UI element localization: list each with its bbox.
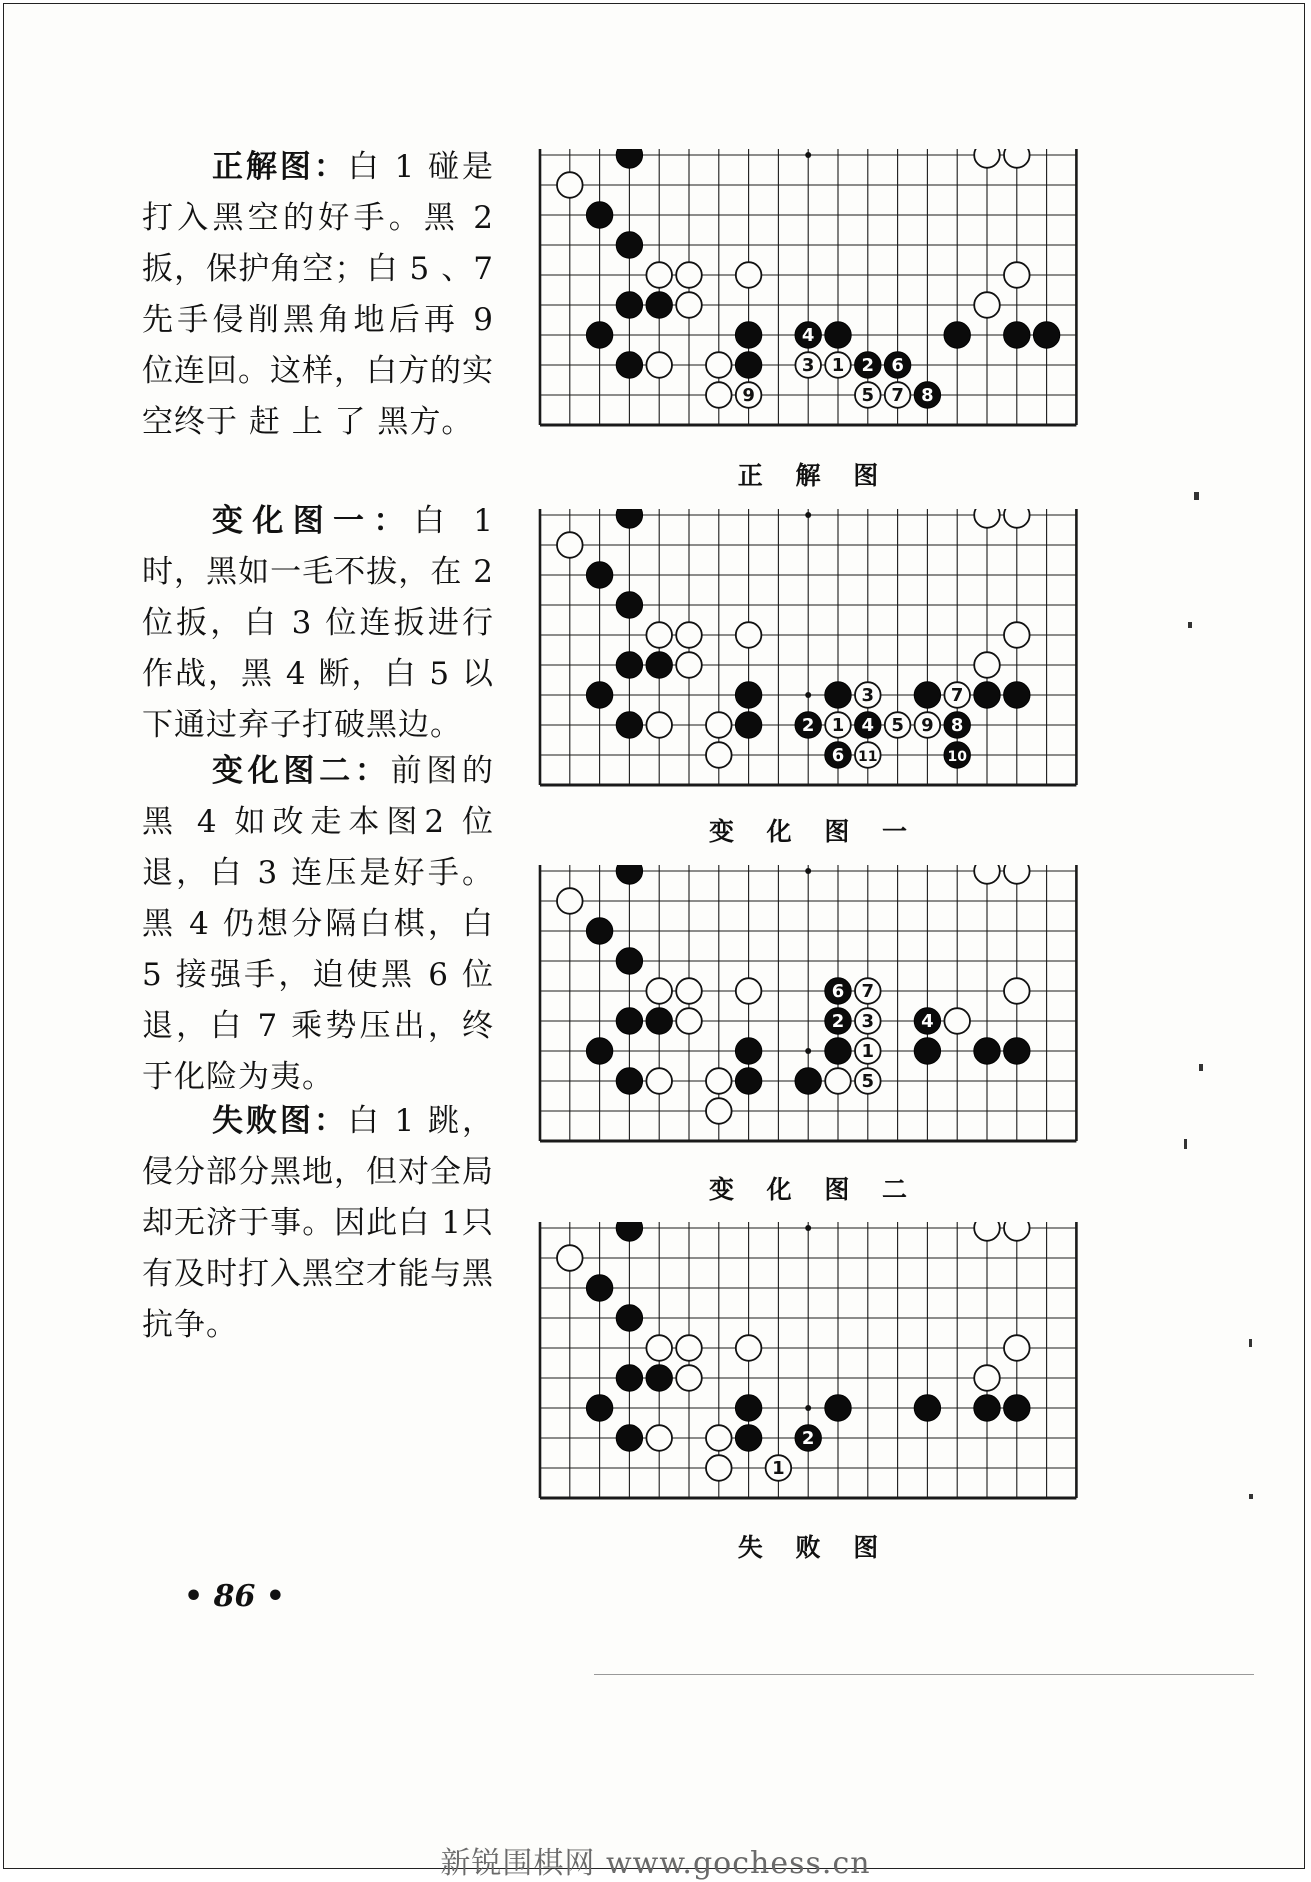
black-stone-move-6 (884, 352, 910, 378)
go-diagram-variation-two (534, 865, 1094, 1165)
paragraph-body: 白 1 碰是打入黑空的好手。黑 2 扳，保护角空；白 5 、7先手侵削黑角地后再 9 位连回。这样，白方的实空终于 赶 上 了 黑方。 (142, 149, 494, 440)
white-stone (676, 292, 702, 318)
black-stone (735, 352, 761, 378)
black-stone (646, 1365, 672, 1391)
scan-speck (1188, 622, 1192, 628)
move-number: 2 (801, 715, 815, 736)
black-stone (825, 322, 851, 348)
white-stone (646, 1425, 672, 1451)
black-stone (914, 1395, 940, 1421)
move-number: 2 (861, 355, 875, 376)
white-stone (736, 1335, 762, 1361)
white-stone-move-1 (825, 712, 851, 738)
black-stone (646, 1008, 672, 1034)
go-diagram-variation-one (534, 509, 1094, 809)
board-grid (540, 865, 1076, 1141)
white-stone (1004, 622, 1030, 648)
white-stone (974, 1365, 1000, 1391)
move-number: 9 (921, 715, 934, 736)
white-stone-move-9 (736, 382, 762, 408)
move-number: 4 (861, 715, 875, 736)
black-stone (616, 1425, 642, 1451)
black-stone-move-8 (944, 712, 970, 738)
paragraph-variation-two (142, 746, 494, 1103)
white-stone-move-9 (915, 712, 941, 738)
black-stone (586, 202, 612, 228)
move-number: 2 (801, 1428, 815, 1449)
black-stone-move-6 (825, 978, 851, 1004)
white-stone (646, 352, 672, 378)
move-number: 7 (950, 685, 964, 706)
black-stone (586, 918, 612, 944)
black-stone-move-2 (795, 712, 821, 738)
star-point (805, 1048, 811, 1054)
star-point (805, 1225, 811, 1231)
white-stone (974, 865, 1000, 884)
white-stone (676, 1335, 702, 1361)
move-number: 8 (950, 715, 964, 736)
white-stone (706, 1425, 732, 1451)
move-number: 5 (861, 1071, 875, 1092)
diagram-caption: 正 解 图 (737, 461, 891, 490)
white-stone (646, 1068, 672, 1094)
white-stone (974, 292, 1000, 318)
black-stone (616, 592, 642, 618)
white-stone (706, 742, 732, 768)
white-stone (646, 1335, 672, 1361)
move-number: 1 (861, 1041, 875, 1062)
scan-line (594, 1674, 1254, 1675)
move-number: 4 (801, 325, 815, 346)
board-grid (540, 1222, 1076, 1498)
white-stone (736, 978, 762, 1004)
black-stone (735, 712, 761, 738)
paragraph-variation-one (142, 496, 494, 751)
move-number: 4 (921, 1011, 934, 1032)
white-stone (1004, 509, 1030, 528)
black-stone-move-2 (825, 1008, 851, 1034)
star-point (805, 692, 811, 698)
black-stone (616, 1008, 642, 1034)
black-stone-move-2 (795, 1425, 821, 1451)
black-stone (825, 1038, 851, 1064)
move-number: 11 (858, 749, 878, 765)
white-stone (676, 652, 702, 678)
black-stone (795, 1068, 821, 1094)
white-stone (706, 382, 732, 408)
go-diagram-failure (534, 1222, 1094, 1522)
white-stone-move-5 (855, 1068, 881, 1094)
move-number: 7 (861, 981, 875, 1002)
black-stone (944, 322, 970, 348)
white-stone (557, 532, 583, 558)
paragraph-body: 白 1 跳，侵分部分黑地，但对全局却无济于事。因此白 1只有及时打入黑空才能与黑抗争。 (142, 1103, 494, 1343)
move-number: 3 (861, 685, 875, 706)
white-stone-move-1 (825, 352, 851, 378)
black-stone (735, 1038, 761, 1064)
white-stone (1004, 978, 1030, 1004)
scan-speck (1249, 1494, 1253, 1499)
white-stone (676, 262, 702, 288)
black-stone (616, 948, 642, 974)
black-stone (1004, 1038, 1030, 1064)
black-stone (735, 1395, 761, 1421)
black-stone (586, 682, 612, 708)
black-stone (616, 652, 642, 678)
white-stone (974, 1222, 1000, 1241)
black-stone (1004, 322, 1030, 348)
move-number: 3 (861, 1011, 875, 1032)
black-stone (735, 1068, 761, 1094)
black-stone-move-6 (825, 742, 851, 768)
move-number: 1 (831, 355, 845, 376)
white-stone-move-7 (885, 382, 911, 408)
black-stone (825, 682, 851, 708)
black-stone-move-4 (914, 1008, 940, 1034)
paragraph-correct-solution (142, 142, 494, 448)
white-stone (557, 172, 583, 198)
black-stone-move-4 (855, 712, 881, 738)
white-stone (974, 149, 1000, 168)
black-stone (914, 1038, 940, 1064)
white-stone (736, 622, 762, 648)
go-diagram-correct-solution (534, 149, 1094, 449)
white-stone (944, 1008, 970, 1034)
black-stone (616, 1222, 642, 1241)
white-stone-move-7 (944, 682, 970, 708)
black-stone (974, 682, 1000, 708)
white-stone (676, 1365, 702, 1391)
move-number: 5 (861, 385, 875, 406)
white-stone (736, 262, 762, 288)
book-page (3, 3, 1305, 1869)
white-stone (646, 978, 672, 1004)
white-stone (1004, 262, 1030, 288)
white-stone (706, 1455, 732, 1481)
paragraph-title: 变化图二： (212, 753, 391, 789)
white-stone-move-5 (855, 382, 881, 408)
move-number: 6 (891, 355, 904, 376)
white-stone-move-1 (855, 1038, 881, 1064)
black-stone (735, 1425, 761, 1451)
black-stone (914, 682, 940, 708)
move-number: 7 (891, 385, 904, 406)
black-stone (1033, 322, 1059, 348)
white-stone (1004, 1335, 1030, 1361)
white-stone-move-1 (766, 1455, 792, 1481)
black-stone (616, 149, 642, 168)
white-stone-move-3 (855, 1008, 881, 1034)
board-grid (540, 149, 1076, 425)
move-number: 3 (801, 355, 815, 376)
white-stone (706, 1098, 732, 1124)
move-number: 5 (891, 715, 904, 736)
black-stone (646, 292, 672, 318)
move-number: 2 (831, 1011, 845, 1032)
star-point (805, 1405, 811, 1411)
white-stone (557, 1245, 583, 1271)
black-stone (586, 1038, 612, 1064)
white-stone (1004, 1222, 1030, 1241)
white-stone (676, 622, 702, 648)
black-stone-move-2 (855, 352, 881, 378)
diagram-caption: 变 化 图 二 (708, 1175, 920, 1204)
white-stone (676, 1008, 702, 1034)
black-stone (616, 1365, 642, 1391)
move-number: 6 (831, 981, 845, 1002)
diagram-caption: 失 败 图 (737, 1533, 891, 1562)
white-stone (646, 262, 672, 288)
black-stone-move-4 (795, 322, 821, 348)
black-stone (616, 1305, 642, 1331)
star-point (805, 512, 811, 518)
white-stone (1004, 865, 1030, 884)
black-stone (974, 1395, 1000, 1421)
black-stone (616, 352, 642, 378)
black-stone (616, 292, 642, 318)
move-number: 10 (947, 749, 967, 765)
black-stone (616, 1068, 642, 1094)
white-stone (557, 888, 583, 914)
black-stone (646, 652, 672, 678)
black-stone (586, 562, 612, 588)
black-stone (1004, 1395, 1030, 1421)
black-stone (586, 1275, 612, 1301)
black-stone-move-8 (914, 382, 940, 408)
move-number: 1 (772, 1458, 785, 1479)
black-stone (616, 712, 642, 738)
white-stone-move-7 (855, 978, 881, 1004)
black-stone-move-10 (944, 742, 970, 768)
black-stone (974, 1038, 1000, 1064)
white-stone (706, 352, 732, 378)
white-stone (646, 712, 672, 738)
paragraph-title: 失败图： (212, 1103, 348, 1139)
paragraph-failure (142, 1096, 494, 1351)
move-number: 8 (921, 385, 934, 406)
paragraph-body: 白 1 时，黑如一毛不拔，在 2 位扳，白 3 位连扳进行作战，黑 4 断，白 5 以下通过弃子打破黑边。 (142, 503, 495, 743)
white-stone-move-3 (855, 682, 881, 708)
board-grid (540, 509, 1076, 785)
paragraph-title: 变化图一： (212, 503, 414, 539)
white-stone (974, 652, 1000, 678)
black-stone (616, 232, 642, 258)
move-number: 9 (742, 385, 755, 406)
scan-speck (1194, 492, 1199, 500)
white-stone-move-5 (885, 712, 911, 738)
site-watermark: 新锐围棋网 www.gochess.cn (440, 1846, 871, 1881)
white-stone (1004, 149, 1030, 168)
page-number: • 86 • (184, 1579, 285, 1614)
diagram-caption: 变 化 图 一 (708, 817, 920, 846)
white-stone-move-3 (795, 352, 821, 378)
black-stone (1004, 682, 1030, 708)
white-stone (974, 509, 1000, 528)
white-stone (706, 1068, 732, 1094)
white-stone (706, 712, 732, 738)
scan-speck (1199, 1064, 1203, 1071)
paragraph-body: 前图的黑 4 如改走本图2 位退，白 3 连压是好手。黑 4 仍想分隔白棋，白 5 接强手，迫使黑 6 位退，白 7 乘势压出，终于化险为夷。 (142, 753, 495, 1095)
black-stone (735, 322, 761, 348)
black-stone (586, 322, 612, 348)
white-stone-move-11 (855, 742, 881, 768)
scan-speck (1184, 1139, 1187, 1149)
move-number: 1 (831, 715, 845, 736)
move-number: 6 (831, 745, 845, 766)
white-stone (825, 1068, 851, 1094)
black-stone (825, 1395, 851, 1421)
black-stone (616, 509, 642, 528)
paragraph-title: 正解图： (212, 149, 348, 185)
black-stone (586, 1395, 612, 1421)
star-point (805, 152, 811, 158)
black-stone (735, 682, 761, 708)
white-stone (676, 978, 702, 1004)
scan-speck (1249, 1339, 1252, 1347)
black-stone (616, 865, 642, 884)
star-point (805, 868, 811, 874)
white-stone (646, 622, 672, 648)
